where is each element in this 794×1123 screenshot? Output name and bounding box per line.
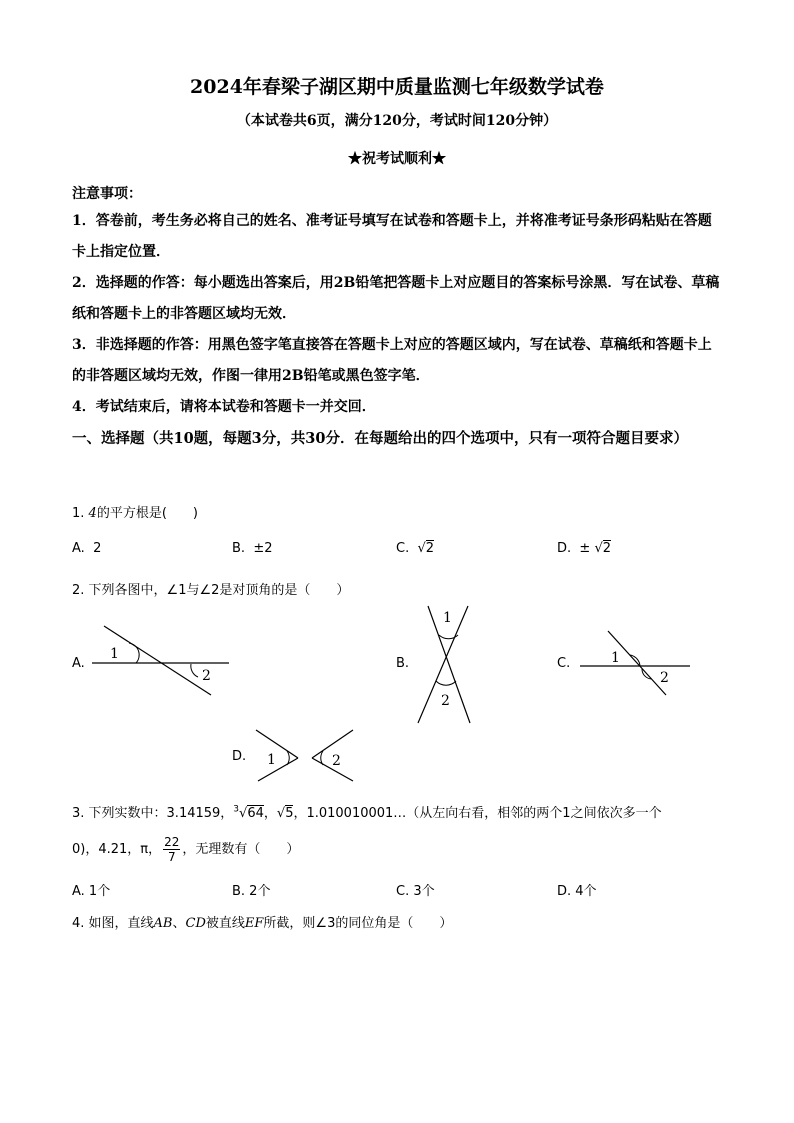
- figure-d-left-lower-line: [258, 758, 298, 781]
- q1-text: 的平方根是( ): [96, 506, 198, 521]
- q2-figure-d: [250, 726, 362, 786]
- q2-option-b-label[interactable]: B.: [396, 656, 410, 671]
- question-4: 4. 如图，直线AB、CD被直线EF所截，则∠3的同位角是（ ）: [72, 916, 453, 931]
- q1-option-d[interactable]: D. ± √2: [557, 541, 612, 556]
- note-item-1: 1．答卷前，考生务必将自己的姓名、准考证号填写在试卷和答题卡上，并将准考证号条形码粘贴在答题卡上指定位置．: [72, 213, 712, 260]
- q1-number: 1.: [72, 506, 85, 521]
- note-item-2: 2．选择题的作答：每小题选出答案后，用2B铅笔把答题卡上对应题目的答案标号涂黑．写在试卷、草稿纸和答题卡上的非答题区域均无效．: [72, 275, 720, 322]
- question-3-line-2: 0)，4.21，π， $\frac{22}{7}$ ，无理数有（ ）: [72, 835, 300, 864]
- q1-number-four: 4: [88, 506, 97, 521]
- q3-option-a[interactable]: A. 1个: [72, 884, 111, 899]
- figure-c-angle1-label: 1: [611, 650, 620, 666]
- exam-title: 2024年春梁子湖区期中质量监测七年级数学试卷: [190, 76, 604, 98]
- note-item-3: 3．非选择题的作答：用黑色签字笔直接答在答题卡上对应的答题区域内，写在试卷、草稿纸和答题卡上的非答题区域均无效，作图一律用2B铅笔或黑色签字笔．: [72, 337, 712, 384]
- q1-option-a[interactable]: A. 2: [72, 541, 102, 556]
- exam-subtitle: （本试卷共6页，满分120分，考试时间120分钟）: [236, 113, 558, 129]
- q2-option-c-label[interactable]: C.: [557, 656, 571, 671]
- figure-b-angle2-arc: [436, 681, 456, 685]
- figure-a-angle2-label: 2: [202, 668, 211, 684]
- note-item-4: 4．考试结束后，请将本试卷和答题卡一并交回．: [72, 399, 376, 415]
- figure-d-angle2-label: 2: [332, 753, 341, 769]
- q3-option-d[interactable]: D. 4个: [557, 884, 597, 899]
- sqrt-sign-icon: √: [417, 541, 426, 556]
- fraction-22-over-7: $\frac{22}{7}$: [164, 835, 180, 864]
- sqrt-sign-icon: √: [276, 806, 286, 821]
- q2-figure-c: [574, 625, 694, 700]
- notes-heading: 注意事项：: [72, 186, 142, 202]
- q1-option-c[interactable]: C. √2: [396, 541, 435, 556]
- section-1-heading: 一、选择题（共10题，每题3分，共30分．在每题给出的四个选项中，只有一项符合题目要求）: [72, 430, 688, 447]
- q2-figure-b: [412, 603, 482, 728]
- figure-a-angle1-label: 1: [110, 646, 119, 662]
- sqrt-sign-icon: √: [594, 541, 603, 556]
- figure-d-left-upper-line: [256, 730, 298, 758]
- figure-b-angle1-label: 1: [443, 610, 452, 626]
- figure-c-angle2-label: 2: [660, 670, 669, 686]
- figure-d-angle1-label: 1: [267, 752, 276, 768]
- q2-figure-a: [86, 620, 236, 700]
- q3-option-b[interactable]: B. 2个: [232, 884, 271, 899]
- question-2: 2. 下列各图中，∠1与∠2是对顶角的是（ ）: [72, 583, 350, 598]
- q1-option-b[interactable]: B. ±2: [232, 541, 273, 556]
- question-1: [72, 502, 198, 521]
- question-3-line-1: 3. 下列实数中：3.14159，$^3$√64，√5，1.010010001…（从左向右看，相邻的两个1之间依次多一个: [72, 804, 662, 821]
- q2-option-a-label[interactable]: A.: [72, 656, 85, 671]
- q3-option-c[interactable]: C. 3个: [396, 884, 435, 899]
- exam-wish: ★祝考试顺利★: [348, 151, 446, 167]
- sqrt-sign-icon: √: [239, 806, 248, 821]
- figure-a-angle2-arc: [191, 664, 198, 677]
- figure-b-angle2-label: 2: [441, 693, 450, 709]
- q2-option-d-label[interactable]: D.: [232, 749, 247, 764]
- figure-a-slanted-line: [104, 626, 211, 695]
